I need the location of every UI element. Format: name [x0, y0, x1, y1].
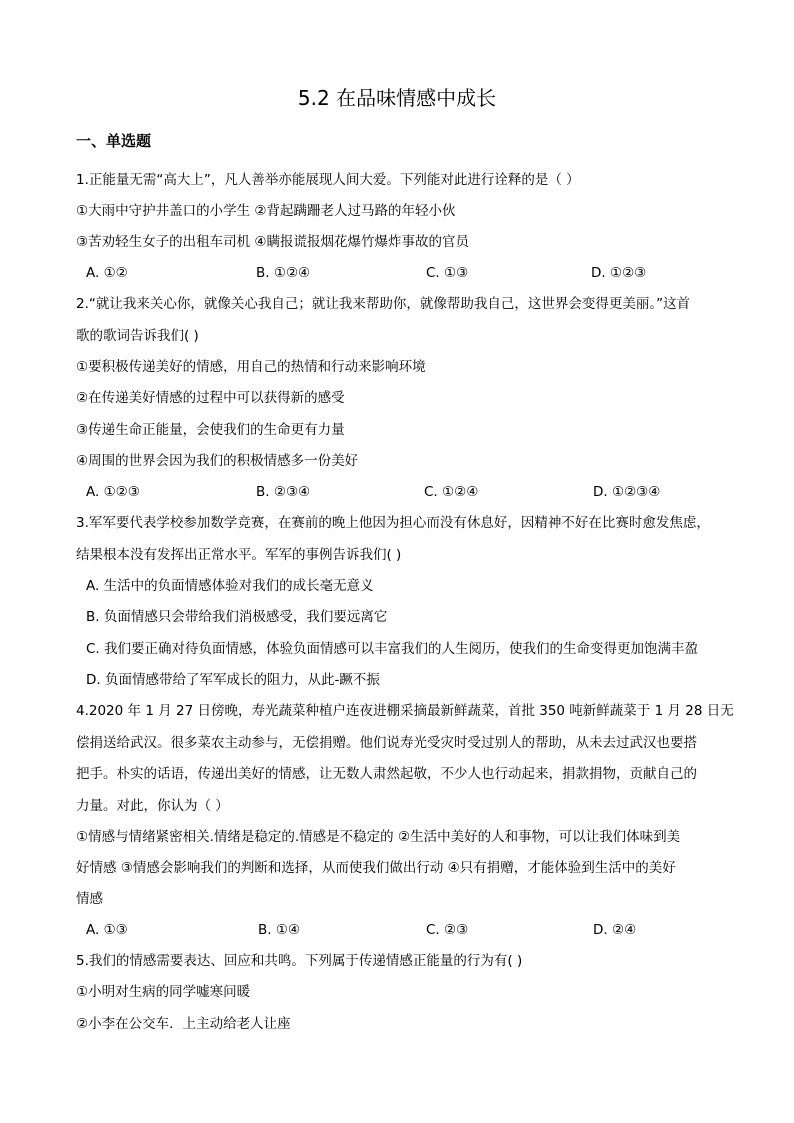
- question-3-stem-line-2: 结果根本没有发挥出正常水平。军军的事例告诉我们( ): [76, 547, 402, 563]
- question-4-statement-line-1: ①情感与情绪紧密相关.情绪是稳定的.情感是不稳定的 ②生活中美好的人和事物，可以让我们体味到美: [76, 829, 681, 845]
- question-3-stem-line-1: 3.军军要代表学校参加数学竞赛，在赛前的晚上他因为担心而没有休息好，因精神不好在比赛时愈发焦虑，: [76, 515, 710, 531]
- option-d[interactable]: D. ②④: [593, 922, 637, 938]
- question-2-statement-4: ④周围的世界会因为我们的积极情感多一份美好: [76, 453, 359, 469]
- question-2-stem-line-2: 歌的歌词告诉我们( ): [76, 328, 199, 344]
- question-4-stem-line-2: 偿捐送给武汉。很多菜农主动参与，无偿捐赠。他们说寿光受灾时受过别人的帮助，从未去过武汉也要搭: [76, 735, 697, 751]
- option-c[interactable]: C. ①③: [426, 265, 469, 281]
- section-heading: 一、单选题: [76, 132, 152, 150]
- question-5-statement-2: ②小李在公交车．上主动给老人让座: [76, 1016, 291, 1032]
- question-5-statement-1: ①小明对生病的同学嘘寒问暖: [76, 984, 251, 1000]
- question-2-options: [86, 482, 726, 502]
- question-2-statement-3: ③传递生命正能量，会使我们的生命更有力量: [76, 422, 345, 438]
- question-2-statement-2: ②在传递美好情感的过程中可以获得新的感受: [76, 390, 345, 406]
- question-1-stem: 1.正能量无需“高大上”，凡人善举亦能展现人间大爱。下列能对此进行诠释的是（ ）: [76, 172, 580, 188]
- question-4-stem-line-4: 力量。对此，你认为（ ）: [76, 798, 229, 814]
- option-a[interactable]: A. ①②③: [86, 484, 140, 500]
- question-3-option-d[interactable]: D. 负面情感带给了军军成长的阻力，从此-蹶不振: [86, 672, 380, 688]
- question-3-option-a[interactable]: A. 生活中的负面情感体验对我们的成长毫无意义: [86, 578, 374, 594]
- question-4-options: [86, 920, 726, 940]
- option-c[interactable]: C. ②③: [426, 922, 469, 938]
- option-a[interactable]: A. ①③: [86, 922, 128, 938]
- option-b[interactable]: B. ①④: [258, 922, 301, 938]
- page-title: 5.2 在品味情感中成长: [297, 86, 497, 110]
- question-4-stem-line-3: 把手。朴实的话语，传递出美好的情感，让无数人肃然起敬，不少人也行动起来，捐款捐物，贡献自己的: [76, 766, 697, 782]
- option-c[interactable]: C. ①②④: [424, 484, 479, 500]
- option-b[interactable]: B. ②③④: [256, 484, 311, 500]
- question-2-stem-line-1: 2.“就让我来关心你，就像关心我自己；就让我来帮助你，就像帮助我自己，这世界会变得更美丽。”这首: [76, 296, 691, 312]
- question-4-statement-line-3: 情感: [76, 891, 103, 907]
- option-a[interactable]: A. ①②: [86, 265, 128, 281]
- question-5-stem: 5.我们的情感需要表达、回应和共鸣。下列属于传递情感正能量的行为有( ): [76, 953, 523, 969]
- question-4-statement-line-2: 好情感 ③情感会影响我们的判断和选择，从而使我们做出行动 ④只有捐赠，才能体验到生活中的美好: [76, 860, 676, 876]
- option-d[interactable]: D. ①②③④: [593, 484, 661, 500]
- question-1-statement-2: ③苦劝轻生女子的出租车司机 ④瞒报谎报烟花爆竹爆炸事故的官员: [76, 234, 469, 250]
- question-4-stem-line-1: 4.2020 年 1 月 27 日傍晚，寿光蔬菜种植户连夜进棚采摘最新鲜蔬菜，首批 350 吨新鲜蔬菜于 1 月 28 日无: [76, 703, 734, 719]
- question-1-options: [86, 263, 726, 283]
- option-d[interactable]: D. ①②③: [591, 265, 647, 281]
- option-b[interactable]: B. ①②④: [256, 265, 311, 281]
- question-3-option-b[interactable]: B. 负面情感只会带给我们消极感受，我们要远离它: [86, 609, 388, 625]
- question-3-option-c[interactable]: C. 我们要正确对待负面情感，体验负面情感可以丰富我们的人生阅历，使我们的生命变得更加饱满丰盈: [86, 641, 699, 657]
- question-1-statement-1: ①大雨中守护井盖口的小学生 ②背起蹒跚老人过马路的年轻小伙: [76, 203, 456, 219]
- question-2-statement-1: ①要积极传递美好的情感，用自己的热情和行动来影响环境: [76, 359, 426, 375]
